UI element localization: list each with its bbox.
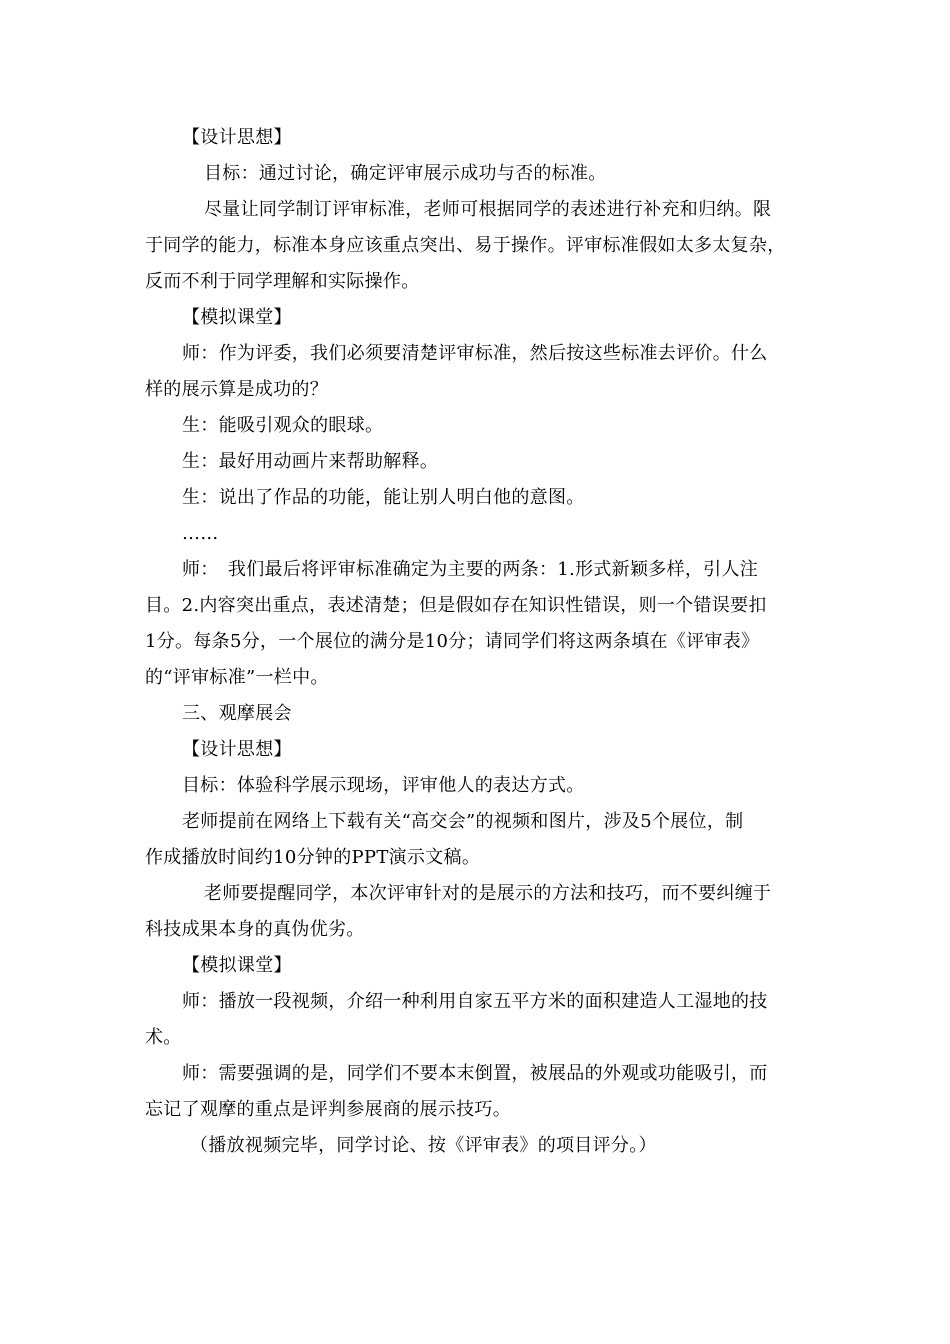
section-heading-simulated-class: 【模拟课堂】 <box>182 307 292 328</box>
section-title-observe-expo: 三、观摩展会 <box>182 703 292 724</box>
paragraph-line: 术。 <box>145 1027 182 1048</box>
paragraph-line: 尽量让同学制订评审标准，老师可根据同学的表述进行补充和归纳。限 <box>204 199 772 220</box>
teacher-line: 师： 我们最后将评审标准确定为主要的两条：1.形式新颖多样，引人注 <box>182 559 759 580</box>
teacher-line: 师：作为评委，我们必须要清楚评审标准，然后按这些标准去评价。什么 <box>182 343 768 364</box>
section-heading-simulated-class: 【模拟课堂】 <box>182 955 292 976</box>
paragraph-line: 忘记了观摩的重点是评判参展商的展示技巧。 <box>145 1099 511 1120</box>
student-line: 生：能吸引观众的眼球。 <box>182 415 384 436</box>
paragraph-line: 1分。每条5分，一个展位的满分是10分；请同学们将这两条填在《评审表》 <box>145 631 760 652</box>
paragraph-line: 科技成果本身的真伪优劣。 <box>145 919 365 940</box>
paragraph-line: 老师提前在网络上下载有关“高交会”的视频和图片，涉及5个展位，制 <box>182 811 744 832</box>
stage-note-line: （播放视频完毕，同学讨论、按《评审表》的项目评分。） <box>190 1135 657 1156</box>
teacher-line: 师：播放一段视频，介绍一种利用自家五平方米的面积建造人工湿地的技 <box>182 991 768 1012</box>
section-heading-design-thinking: 【设计思想】 <box>182 127 292 148</box>
paragraph-line: 老师要提醒同学，本次评审针对的是展示的方法和技巧，而不要纠缠于 <box>204 883 772 904</box>
section-heading-design-thinking: 【设计思想】 <box>182 739 292 760</box>
paragraph-line: 的“评审标准”一栏中。 <box>145 667 329 688</box>
student-line: 生：最好用动画片来帮助解释。 <box>182 451 439 472</box>
paragraph-line: 反而不利于同学理解和实际操作。 <box>145 271 420 292</box>
paragraph-line: 目。2.内容突出重点，表述清楚；但是假如存在知识性错误，则一个错误要扣 <box>145 595 767 616</box>
paragraph-line: 于同学的能力，标准本身应该重点突出、易于操作。评审标准假如太多太复杂， <box>145 235 786 256</box>
paragraph-line: 作成播放时间约10分钟的PPT演示文稿。 <box>145 847 481 868</box>
goal-line: 目标：体验科学展示现场，评审他人的表达方式。 <box>182 775 585 796</box>
paragraph-line: 样的展示算是成功的？ <box>145 379 328 400</box>
student-line: 生：说出了作品的功能，能让别人明白他的意图。 <box>182 487 585 508</box>
goal-line: 目标：通过讨论，确定评审展示成功与否的标准。 <box>204 163 607 184</box>
teacher-line: 师：需要强调的是，同学们不要本末倒置，被展品的外观或功能吸引，而 <box>182 1063 768 1084</box>
ellipsis-line: …… <box>182 523 219 544</box>
